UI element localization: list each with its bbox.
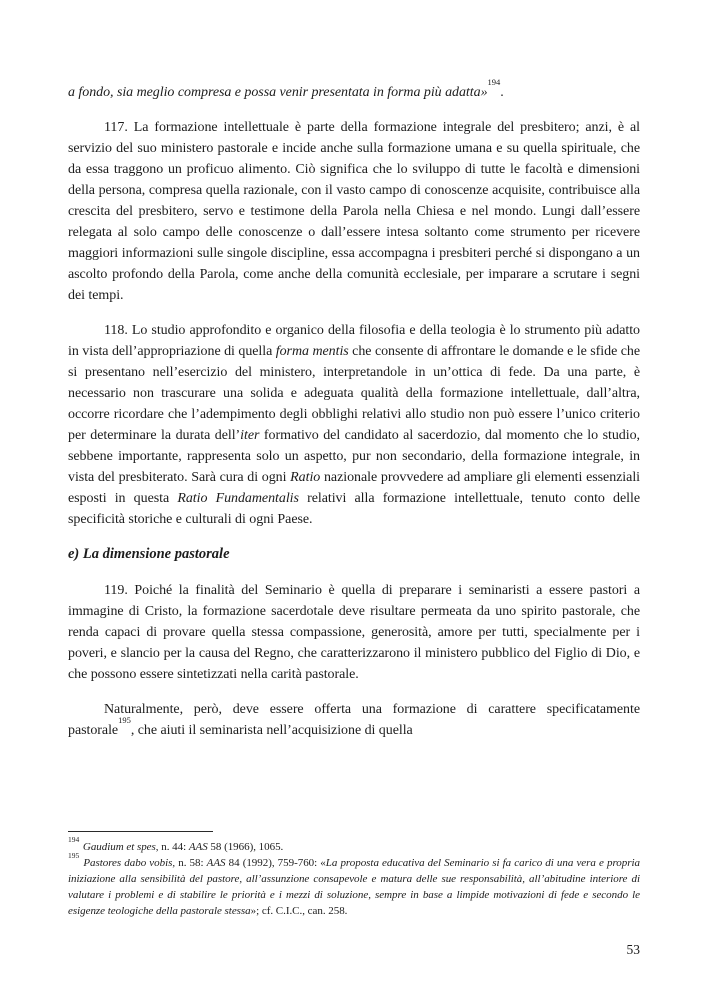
text-run: n. 58: (175, 857, 207, 869)
text-run: AAS (188, 841, 208, 853)
text-run: La proposta educativa del Seminario si fa carico di una vera e propria iniziazione alla sensibilità del pastore, all’assunzione consapevole e matura delle sue responsabilità, all’abitudine interiore di valutare i problemi e di stabilire le priorità e i mezzi di soluzione, sempre in base a limpide motivazioni di fede e secondo le esigenze teologiche della pastorale stessa (68, 857, 640, 917)
text-run: 118. Lo studio approfondito e organico della filosofia e della teologia è lo strumento più adatto in vista dell’appropriazione di quella (68, 323, 640, 359)
footnote-ref: 194 (487, 77, 501, 88)
section-heading-dimensione-pastorale (68, 544, 640, 565)
text-run: e) La dimensione pastorale (68, 546, 230, 562)
text-run: forma mentis (275, 344, 349, 359)
paragraph-119 (68, 580, 640, 685)
text-run: Pastores dabo vobis, (83, 857, 176, 869)
text-run: »; cf. C.I.C., can. 258. (250, 905, 348, 917)
text-run: 84 (1992), 759-760: « (225, 857, 326, 869)
footnote-194 (68, 835, 640, 855)
paragraph-naturalmente (68, 699, 640, 741)
page-number: 53 (626, 942, 640, 957)
paragraph-117 (68, 117, 640, 306)
footnote-ref: 195 (68, 851, 80, 861)
text-run: AAS (206, 857, 226, 869)
footnote-ref: 194 (68, 835, 80, 845)
footnote-ref: 195 (118, 715, 131, 726)
page-body (68, 77, 641, 755)
footnote-separator-rule (68, 831, 213, 832)
footnote-195 (68, 851, 640, 919)
text-run: 117. La formazione intellettuale è parte della formazione integrale del presbitero; anzi, è al servizio del suo ministero pastorale e incide anche sulla formazione umana e su quella spirituale, che da essa traggono un proficuo alimento. Ciò significa che lo sviluppo di tutte le facoltà e dimensioni della persona, compresa quella razionale, con il vasto campo di conoscenze acquisite, contribuisce alla crescita del presbitero, servo e testimone della Parola nella Chiesa e nel mondo. Lungi dall’essere relegata al solo campo delle conoscenze o dall’essere intesa soltanto come strumento per ricevere maggiori informazioni sulle singole discipline, essa accompagna i presbiteri perché si dispongano a un ascolto profondo della Parola, come anche della comunità ecclesiale, per imparare a scrutare i segni dei tempi. (68, 120, 640, 303)
text-run: formativo del candidato al sacerdozio, dal momento che lo studio, sebbene importante, rappresenta solo un aspetto, pur non secondario, della formazione integrale, in vista del presbiterato. Sarà cura di ogni (68, 428, 640, 485)
text-run: Ratio Fundamentalis (177, 491, 299, 506)
text-run: , n. 44: (155, 841, 189, 853)
text-run: che consente di affrontare le domande e le sfide che si presentano nell’esercizio del ministero, interpretandole in un’ottica di fede. Da una parte, è necessario non trascurare una solida e adeguata qualità della formazione intellettuale, dall’altra, occorre ricordare che l’adempimento degli obblighi relativi allo studio non può essere l’unico criterio per determinare la durata dell’ (68, 344, 640, 443)
text-run: Gaudium et spes (82, 841, 156, 853)
footnotes-section (68, 831, 640, 919)
text-run: iter (240, 428, 260, 443)
text-run: Ratio (290, 470, 321, 485)
text-run: Naturalmente, però, deve essere offerta una formazione di carattere specificatamente pastorale (68, 702, 640, 738)
text-run: 58 (1966), 1065. (207, 841, 284, 853)
paragraph-118 (68, 320, 640, 530)
paragraph-continuation (68, 77, 640, 103)
text-run: , che aiuti il seminarista nell’acquisizione di quella (130, 723, 413, 738)
text-run: relativi alla formazione intellettuale, tenuto conto delle specificità storiche e culturali di ogni Paese. (68, 491, 641, 527)
text-run: . (500, 85, 504, 100)
text-run: a fondo, sia meglio compresa e possa venir presentata in forma più adatta» (68, 85, 488, 100)
text-run: nazionale provvedere ad ampliare gli elementi essenziali esposti in questa (68, 470, 640, 506)
text-run: 119. Poiché la finalità del Seminario è quella di preparare i seminaristi a essere pastori a immagine di Cristo, la formazione sacerdotale deve risultare permeata da uno spirito pastorale, che renda capaci di provare quella stessa compassione, generosità, amore per tutti, specialmente per i poveri, e slancio per la causa del Regno, che caratterizzarono il ministero pubblico del Figlio di Dio, e che possono essere sintetizzati nella carità pastorale. (68, 583, 640, 682)
